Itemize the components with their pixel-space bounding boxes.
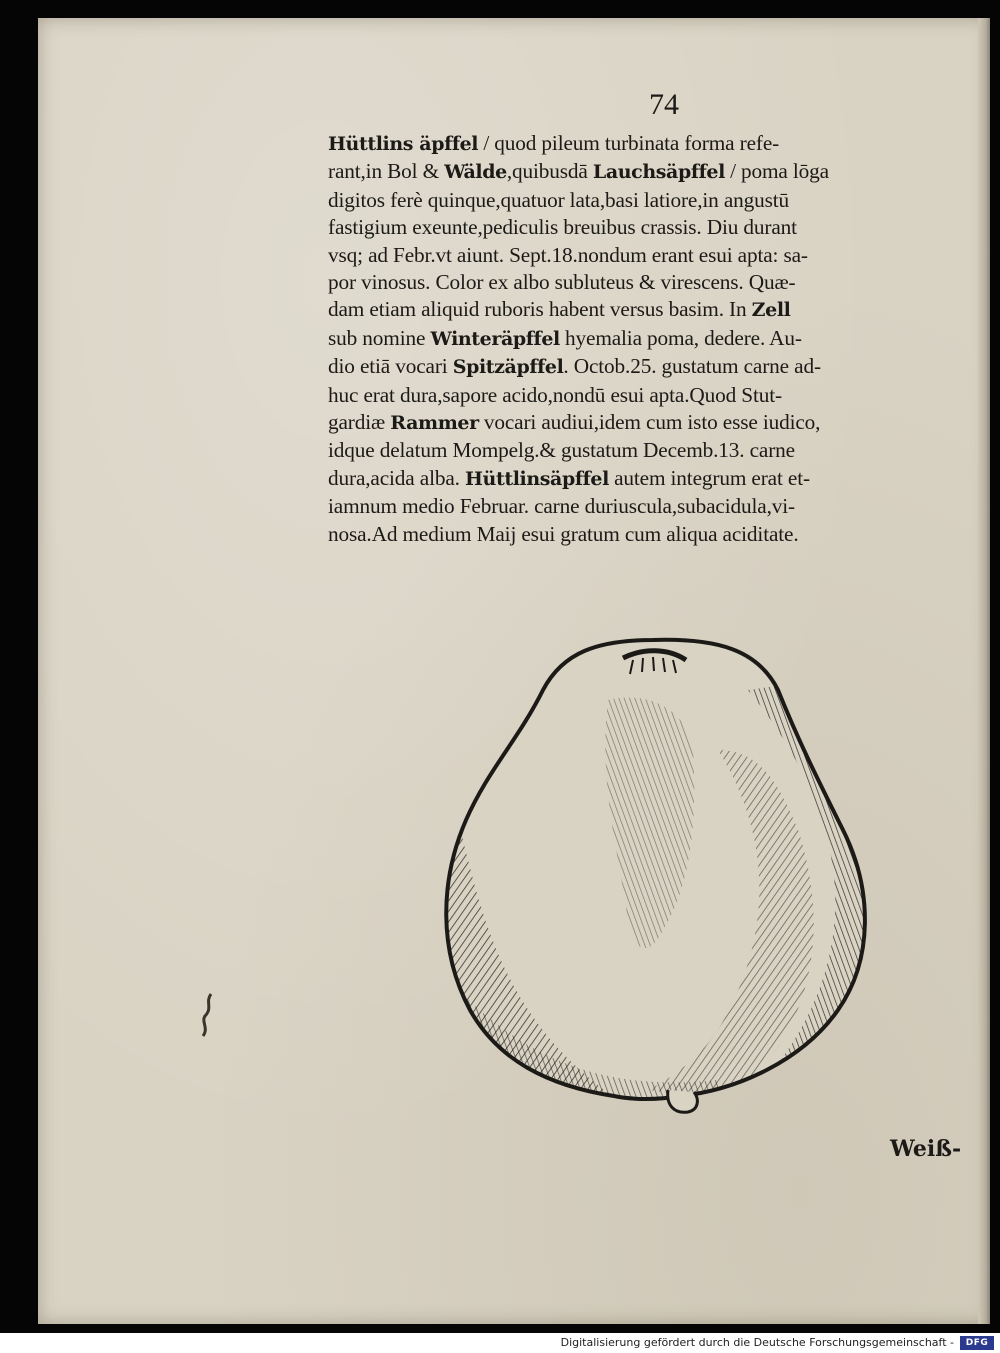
latin-text: . Octob.25. gustatum carne ad-	[563, 354, 821, 379]
latin-text: huc erat dura,sapore acido,nondū esui apta.Quod Stut-	[328, 382, 782, 407]
text-line	[328, 465, 1000, 493]
text-line	[328, 437, 1000, 464]
text-line	[328, 214, 1000, 241]
page-number: 74	[649, 88, 679, 121]
ink-mark	[193, 990, 223, 1040]
text-line	[328, 325, 1000, 353]
text-line	[328, 521, 1000, 548]
fraktur-term: Zell	[751, 299, 791, 322]
latin-text: idque delatum Mompelg.& gustatum Decemb.13. carne	[328, 438, 795, 463]
footer-bar	[0, 1333, 1000, 1353]
latin-text: por vinosus. Color ex albo subluteus & virescens. Quæ-	[328, 270, 796, 295]
fraktur-term: Hüttlinsäpffel	[464, 467, 609, 490]
dfg-logo: DFG	[960, 1336, 994, 1350]
latin-text: hyemalia poma, dedere. Au-	[559, 325, 802, 350]
latin-text: dam etiam aliquid ruboris habent versus basim. In	[328, 297, 752, 322]
latin-text: dio etiā vocari	[328, 354, 453, 379]
fraktur-term: Winteräpffel	[430, 327, 560, 350]
latin-text: ,quibusdā	[506, 159, 593, 184]
fraktur-term: Spitzäpffel	[452, 356, 564, 379]
fraktur-term: Rammer	[390, 412, 479, 435]
text-line	[328, 242, 1000, 269]
apple-woodcut-illustration	[418, 630, 888, 1120]
text-line	[328, 187, 1000, 214]
fraktur-term: Wälde	[444, 161, 507, 184]
latin-text: sub nomine	[328, 325, 431, 350]
latin-text: gardiæ	[328, 410, 391, 435]
text-line	[328, 269, 1000, 296]
text-line	[328, 493, 1000, 520]
latin-text: dura,acida alba.	[328, 465, 465, 490]
latin-text: digitos ferè quinque,quatuor lata,basi latiore,in angustū	[328, 187, 790, 212]
book-page	[38, 18, 990, 1324]
latin-text: rant,in Bol &	[328, 159, 445, 184]
text-line	[328, 353, 1000, 381]
fraktur-term: Lauchsäpffel	[592, 161, 725, 184]
latin-text: autem integrum erat et-	[608, 465, 810, 490]
text-line	[328, 382, 1000, 409]
latin-text: / poma lōga	[724, 159, 829, 184]
latin-text: / quod pileum turbinata forma refe-	[478, 131, 780, 155]
latin-text: vocari audiui,idem cum isto esse iudico,	[478, 410, 821, 435]
body-text	[328, 130, 1000, 548]
latin-text: fastigium exeunte,pediculis breuibus crassis. Diu durant	[328, 215, 797, 240]
text-line	[328, 409, 1000, 437]
fraktur-term: Hüttlins äpffel	[328, 133, 479, 155]
latin-text: nosa.Ad medium Maij esui gratum cum aliqua aciditate.	[328, 521, 799, 546]
text-line	[328, 158, 1000, 186]
text-line	[328, 296, 1000, 324]
footer-credit-text: Digitalisierung gefördert durch die Deutsche Forschungsgemeinschaft -	[560, 1336, 954, 1349]
catchword: Weiß-	[890, 1136, 962, 1162]
latin-text: vsq; ad Febr.vt aiunt. Sept.18.nondum erant esui apta: sa-	[328, 242, 808, 267]
latin-text: iamnum medio Februar. carne duriuscula,subacidula,vi-	[328, 494, 795, 519]
text-line	[328, 130, 1000, 158]
